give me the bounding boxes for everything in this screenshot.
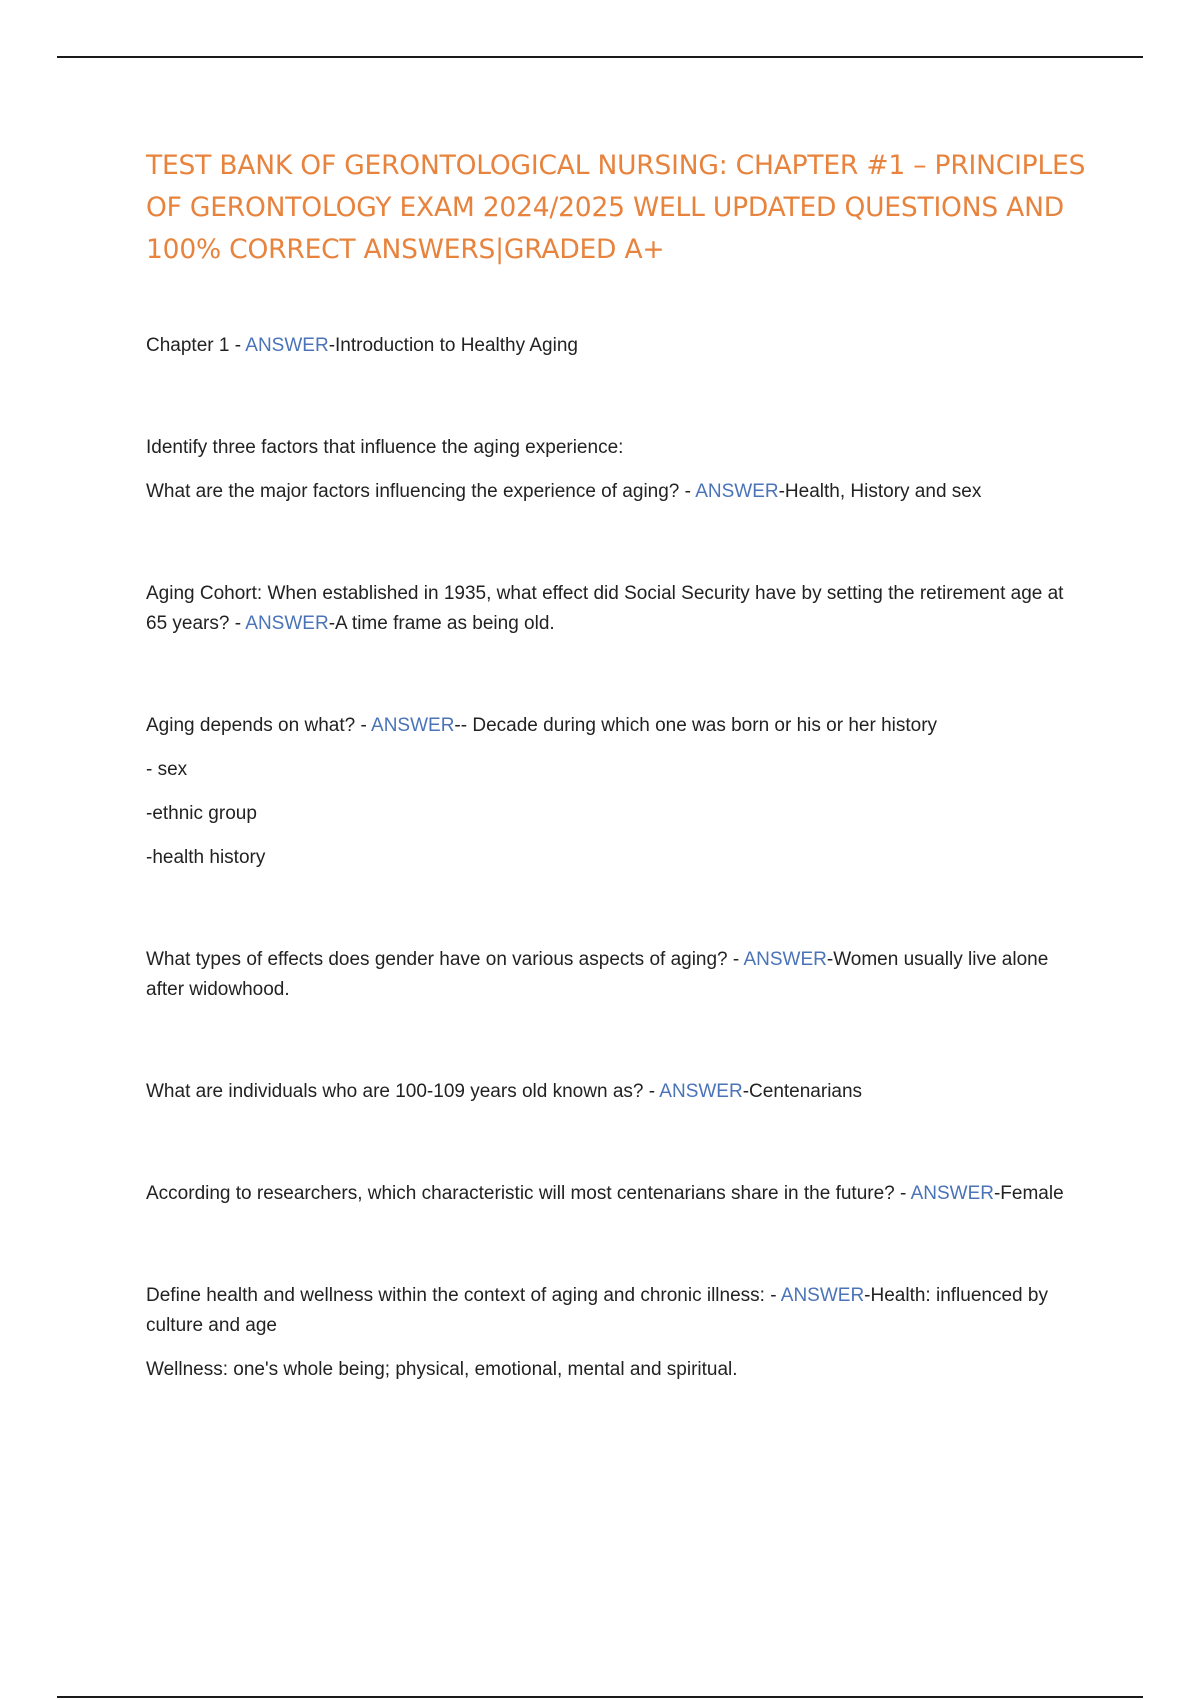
question-text: What are individuals who are 100-109 years old known as? -	[146, 1081, 660, 1102]
answer-text: -Health, History and sex	[778, 481, 982, 502]
answer-detail-line: Wellness: one's whole being; physical, emotional, mental and spiritual.	[146, 1359, 738, 1380]
qa-item	[146, 945, 1086, 1005]
qa-item	[146, 433, 1086, 507]
qa-question	[146, 1179, 1086, 1209]
answer-label: ANSWER	[245, 335, 329, 356]
qa-item	[146, 711, 1086, 873]
qa-question	[146, 711, 1086, 741]
answer-text: -Centenarians	[742, 1081, 863, 1102]
answer-text: -- Decade during which one was born or his or her history	[454, 715, 938, 736]
document-title: TEST BANK OF GERONTOLOGICAL NURSING: CHAPTER #1 – PRINCIPLES OF GERONTOLOGY EXAM 2024/2025 WELL UPDATED QUESTIONS AND 100% CORRECT ANSWERS|GRADED A+	[146, 150, 1086, 265]
answer-detail-line: -health history	[146, 847, 266, 868]
answer-label: ANSWER	[371, 715, 455, 736]
qa-question	[146, 945, 1086, 1005]
qa-list	[146, 331, 1086, 1385]
footer-rule	[57, 1696, 1143, 1698]
question-text: Aging depends on what? -	[146, 715, 372, 736]
qa-lead: Identify three factors that influence the aging experience:	[146, 437, 624, 458]
header-rule	[57, 56, 1143, 58]
question-text: According to researchers, which characteristic will most centenarians share in the future? -	[146, 1183, 911, 1204]
answer-label: ANSWER	[780, 1285, 865, 1306]
qa-item	[146, 1179, 1086, 1209]
question-text: Chapter 1 -	[146, 335, 246, 356]
question-text: Define health and wellness within the context of aging and chronic illness: -	[146, 1285, 781, 1306]
question-text: Aging Cohort: When established in 1935, what effect did Social Security have by setting the retirement age at 65 years? -	[146, 583, 1064, 634]
answer-text: -Health: influenced by culture and age	[146, 1285, 1048, 1336]
answer-text: -Women usually live alone after widowhood.	[146, 949, 1049, 1000]
answer-detail-line: - sex	[146, 759, 188, 780]
qa-question	[146, 477, 1086, 507]
qa-item	[146, 331, 1086, 361]
answer-text: -A time frame as being old.	[328, 613, 555, 634]
qa-question	[146, 579, 1086, 639]
qa-item	[146, 1281, 1086, 1385]
qa-question	[146, 1281, 1086, 1341]
document-body	[146, 145, 1086, 1457]
answer-label: ANSWER	[245, 613, 329, 634]
qa-item	[146, 579, 1086, 639]
answer-label: ANSWER	[695, 481, 779, 502]
answer-text: -Introduction to Healthy Aging	[328, 335, 578, 356]
answer-label: ANSWER	[743, 949, 827, 970]
answer-detail-line: -ethnic group	[146, 803, 257, 824]
answer-label: ANSWER	[659, 1081, 743, 1102]
answer-text: -Female	[993, 1183, 1064, 1204]
qa-item	[146, 1077, 1086, 1107]
question-text: What types of effects does gender have on various aspects of aging? -	[146, 949, 744, 970]
qa-question	[146, 1077, 1086, 1107]
answer-label: ANSWER	[910, 1183, 994, 1204]
question-text: What are the major factors influencing the experience of aging? -	[146, 481, 696, 502]
qa-question	[146, 331, 1086, 361]
